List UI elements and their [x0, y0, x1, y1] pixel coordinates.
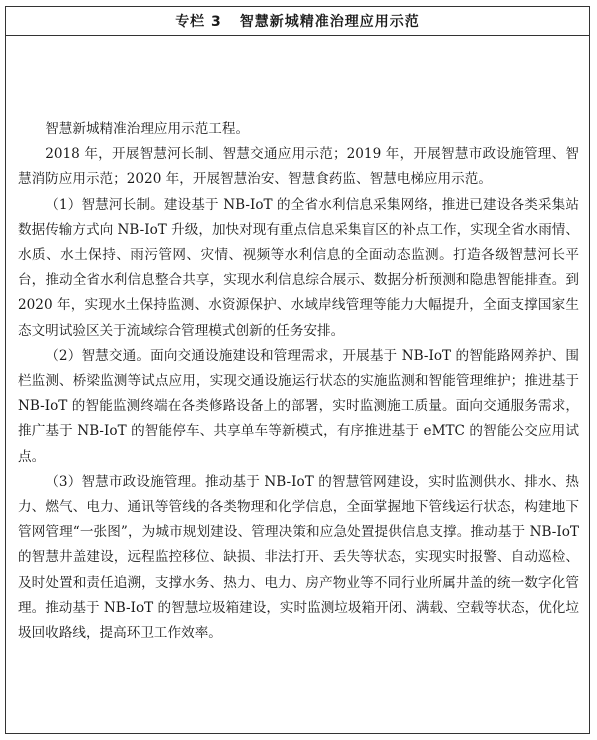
smart-traffic-heading: （2）智慧交通。 [45, 347, 151, 364]
municipal-paragraph [18, 470, 579, 646]
municipal-body: 推动基于 NB-IoT 的智慧管网建设，实时监测供水、排水、热力、燃气、电力、通讯等管线的各类物理和化学信息，全面掌握地下管线运行状态，构建地下管网管理“一张图”，为城市规划建设、管理决策和应急处置提供信息支撑。推动基于 NB-IoT 的智慧井盖建设，远程监控移位、缺损、非法打开、丢失等状态，实现实时报警、自动巡检、及时处置和责任追溯，支撑水务、热力、电力、房产物业等不同行业所属井盖的统一数字化管理。推动基于 NB-IoT 的智慧垃圾箱建设，实时监测垃圾箱开闭、满载、空载等状态，优化垃圾回收路线，提高环卫工作效率。 [18, 473, 579, 642]
river-chief-body: 建设基于 NB-IoT 的全省水利信息采集网络，推进已建设各类采集站数据传输方式向 NB-IoT 升级，加快对现有重点信息采集盲区的补点工作，实现全省水雨情、水质、水土保持、雨污管网、灾情、视频等水利信息的全面动态监测。打造各级智慧河长平台，推动全省水利信息整合共享，实现水利信息综合展示、数据分析预测和隐患智能排查。到 2020 年，实现水土保持监测、水资源保护、水域岸线管理等能力大幅提升，全面支撑国家生态文明试验区关于流域综合管理模式创新的任务安排。 [18, 196, 579, 339]
column-label: 专栏 3 [175, 14, 222, 30]
river-chief-heading: （1）智慧河长制。 [45, 196, 164, 213]
column-content [18, 117, 579, 646]
river-chief-paragraph [18, 193, 579, 344]
schedule-paragraph: 2018 年，开展智慧河长制、智慧交通应用示范；2019 年，开展智慧市政设施管理、智慧消防应用示范；2020 年，开展智慧治安、智慧食药监、智慧电梯应用示范。 [18, 146, 579, 188]
smart-traffic-body: 面向交通设施建设和管理需求，开展基于 NB-IoT 的智能路网养护、围栏监测、桥梁监测等试点应用，实现交通设施运行状态的实施监测和智能管理维护；推进基于 NB-IoT 的智能监测终端在各类修路设备上的部署，实时监测施工质量。面向交通服务需求，推广基于 NB-IoT 的智能停车、共享单车等新模式，有序推进基于 eMTC 的智能公交应用试点。 [18, 347, 579, 465]
column-header [6, 7, 589, 36]
municipal-heading: （3）智慧市政设施管理。 [45, 473, 206, 490]
smart-traffic-paragraph [18, 344, 579, 470]
column-title: 智慧新城精准治理应用示范 [239, 14, 420, 30]
intro-paragraph: 智慧新城精准治理应用示范工程。 [45, 121, 250, 137]
